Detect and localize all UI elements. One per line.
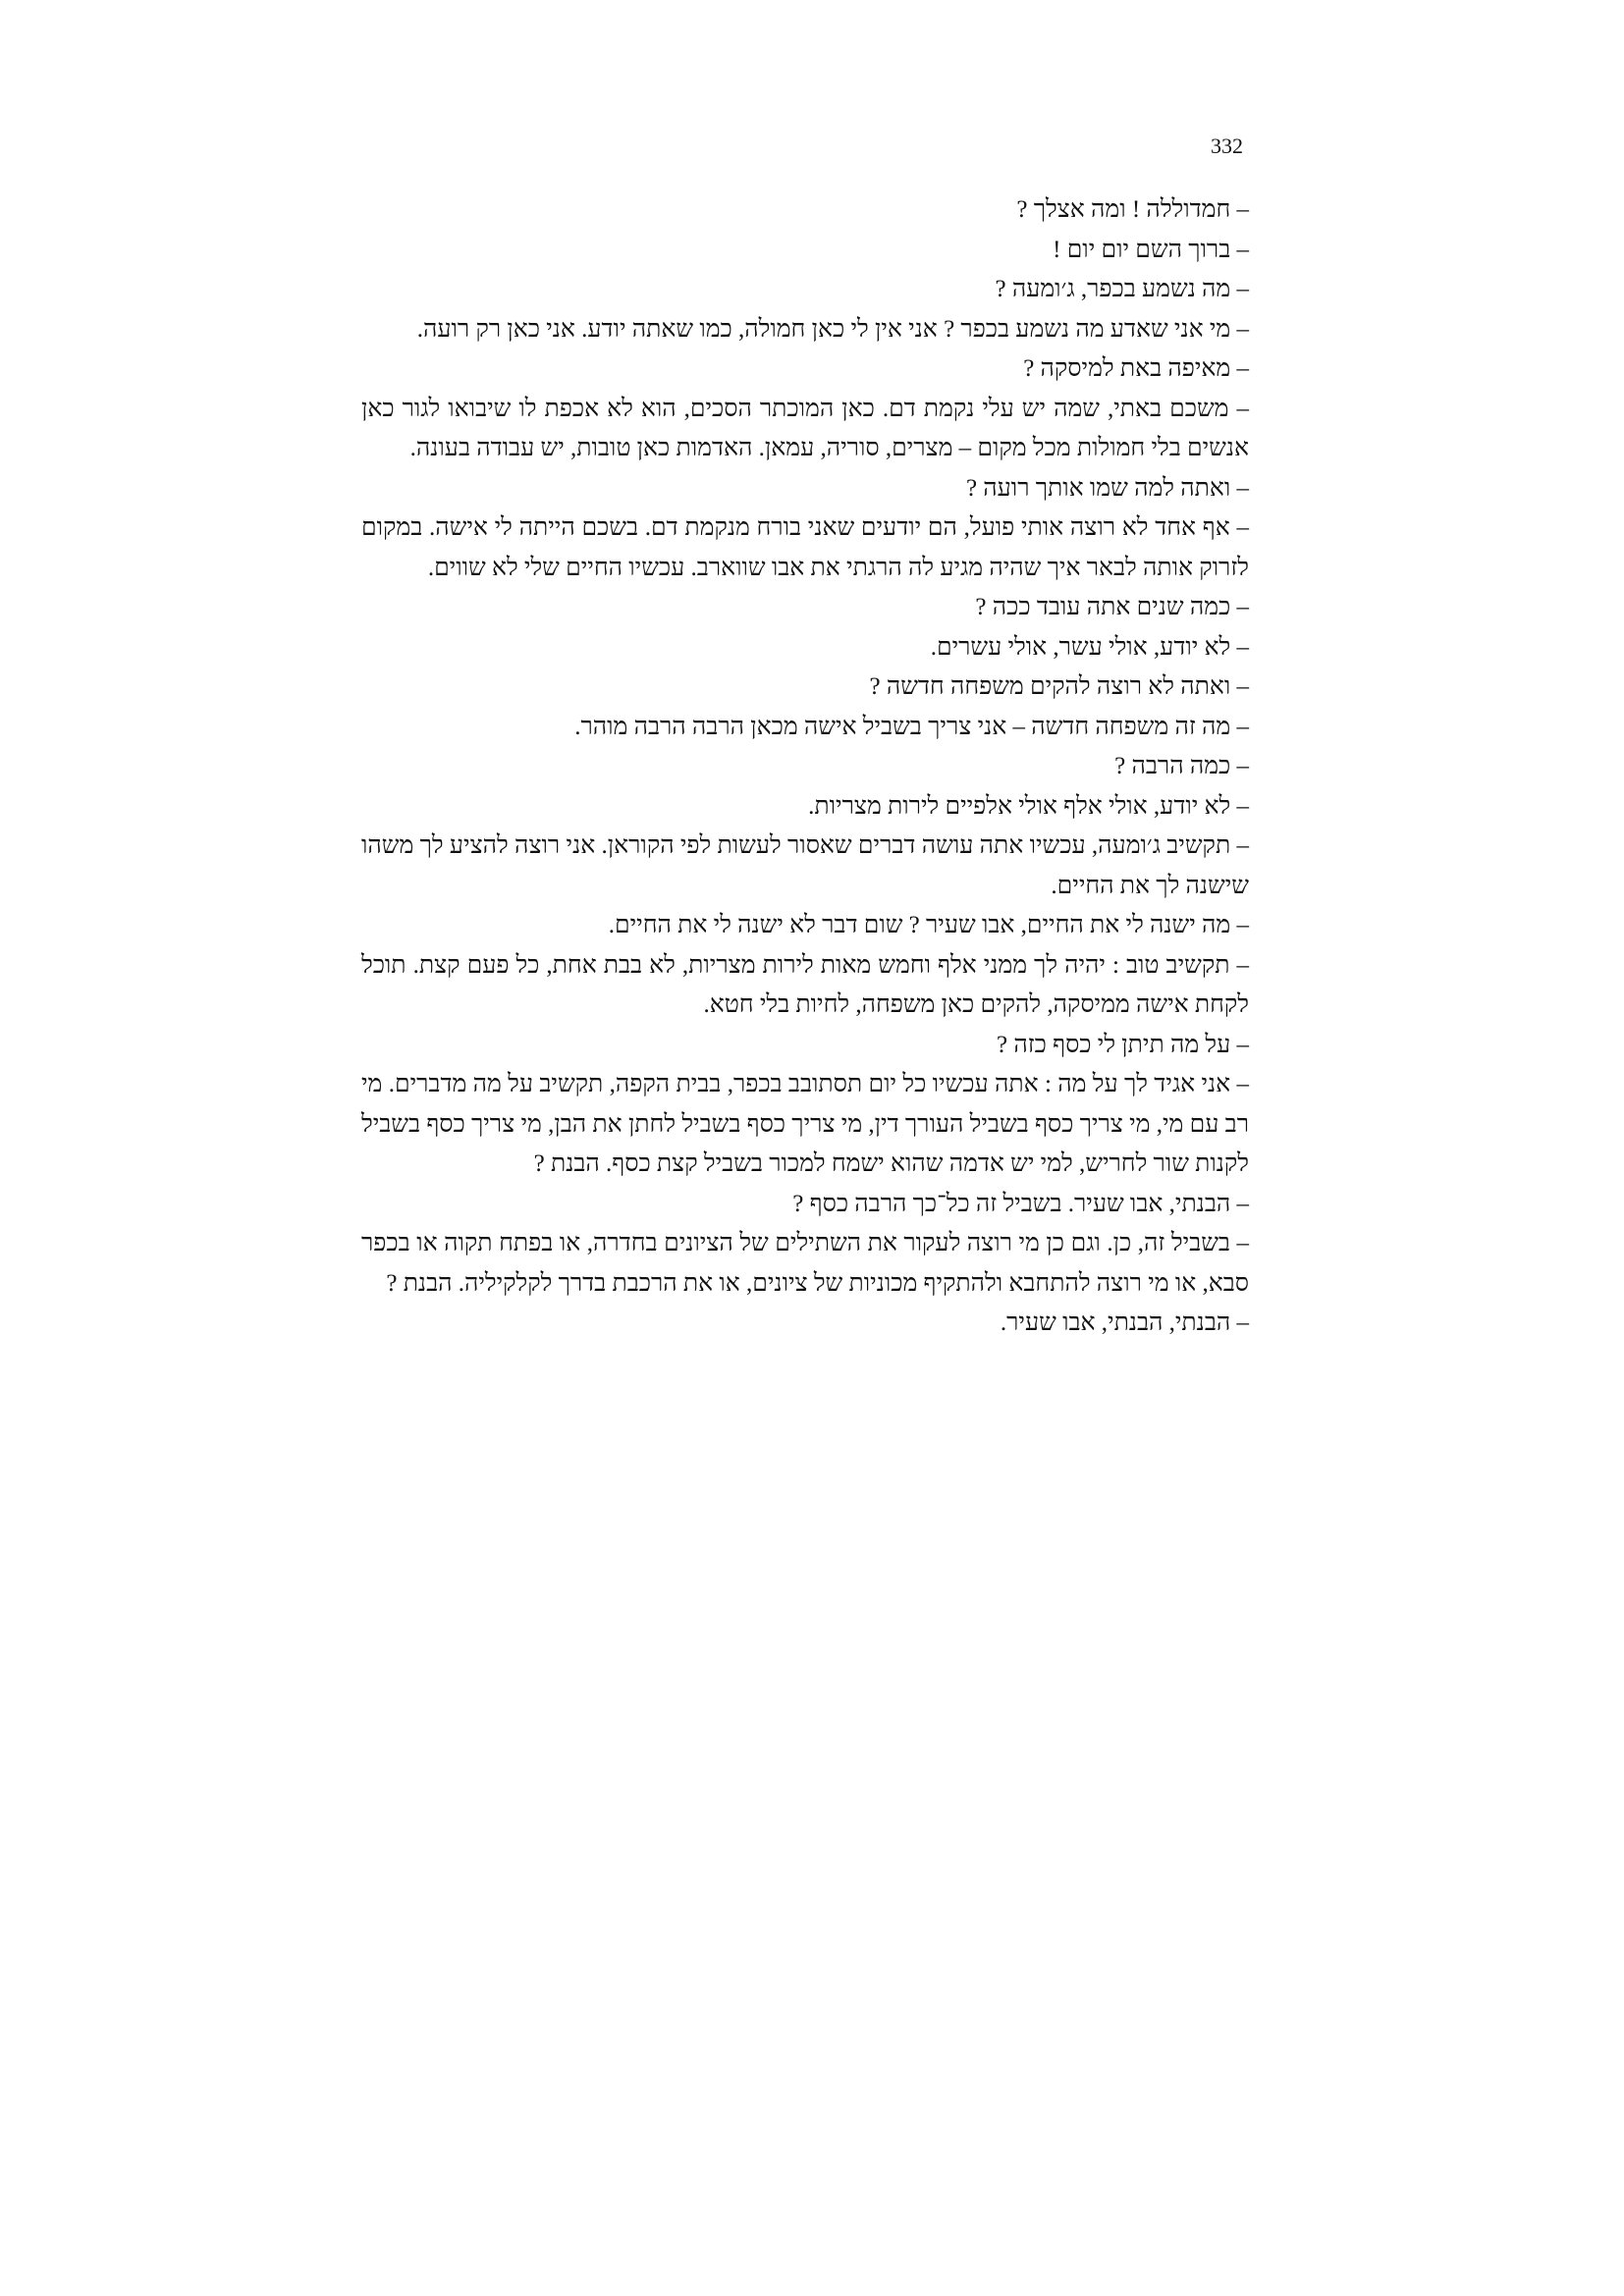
dialogue-line: – מאיפה באת למיסקה ? <box>1023 355 1249 382</box>
dialogue-line: – תקשיב טוב : יהיה לך ממני אלף וחמש מאות לירות מצריות, לא בבת אחת, כל פעם קצת. תוכל לקחת אישה ממיסקה, להקים כאן משפחה, לחיות בלי חטא. <box>361 951 1249 1018</box>
dialogue-line: – ואתה לא רוצה להקים משפחה חדשה ? <box>869 673 1249 700</box>
dialogue-line: – בשביל זה, כן. וגם כן מי רוצה לעקור את השתילים של הציונים בחדרה, או בפתח תקוה או בכפר סבא, או מי רוצה להתחבא ולהתקיף מכוניות של ציונים, או את הרכבת בדרך לקלקיליה. הבנת ? <box>361 1230 1249 1297</box>
dialogue-line: – מי אני שאדע מה נשמע בכפר ? אני אין לי כאן חמולה, כמו שאתה יודע. אני כאן רק רועה. <box>416 315 1249 343</box>
dialogue-line: – לא יודע, אולי עשר, אולי עשרים. <box>930 633 1249 661</box>
page-number: 332 <box>1211 133 1243 158</box>
dialogue-line: – ואתה למה שמו אותך רועה ? <box>965 474 1249 502</box>
dialogue-line: – חמדוללה ! ומה אצלך ? <box>1016 196 1249 223</box>
dialogue-line: – כמה שנים אתה עובד ככה ? <box>975 594 1249 620</box>
dialogue-text-block <box>361 190 1249 1344</box>
dialogue-line: – הבנתי, אבו שעיר. בשביל זה כל־כך הרבה כסף ? <box>792 1190 1249 1217</box>
dialogue-line: – תקשיב ג׳ומעה, עכשיו אתה עושה דברים שאסור לעשות לפי הקוראן. אני רוצה להציע לך משהו שישנה לך את החיים. <box>361 832 1249 899</box>
dialogue-line: – לא יודע, אולי אלף אולי אלפיים לירות מצריות. <box>808 792 1249 820</box>
dialogue-line: – מה זה משפחה חדשה – אני צריך בשביל אישה מכאן הרבה הרבה מוהר. <box>574 713 1249 740</box>
dialogue-line: – על מה תיתן לי כסף כזה ? <box>996 1031 1249 1058</box>
dialogue-line: – אף אחד לא רוצה אותי פועל, הם יודעים שאני בורח מנקמת דם. בשכם הייתה לי אישה. במקום לזרוק אותה לבאר איך שהיה מגיע לה הרגתי את אבו שווארב. עכשיו החיים שלי לא שווים. <box>361 514 1249 581</box>
dialogue-line: – כמה הרבה ? <box>1114 753 1249 779</box>
dialogue-line: – ברוך השם יום יום ! <box>1053 236 1249 263</box>
dialogue-line: – אני אגיד לך על מה : אתה עכשיו כל יום תסתובב בכפר, בבית הקפה, תקשיב על מה מדברים. מי רב עם מי, מי צריך כסף בשביל העורך דין, מי צריך כסף בשביל לחתן את הבן, מי צריך כסף בשביל לקנות שור לחריש, למי יש אדמה שהוא ישמח למכור בשביל קצת כסף. הבנת ? <box>361 1071 1249 1177</box>
dialogue-line: – הבנתי, הבנתי, אבו שעיר. <box>1000 1309 1249 1336</box>
dialogue-line: – מה ישנה לי את החיים, אבו שעיר ? שום דבר לא ישנה לי את החיים. <box>608 912 1249 938</box>
dialogue-line: – משכם באתי, שמה יש עלי נקמת דם. כאן המוכתר הסכים, הוא לא אכפת לו שיבואו לגור כאן אנשים בלי חמולות מכל מקום – מצרים, סוריה, עמאן. האדמות כאן טובות, יש עבודה בעונה. <box>361 395 1249 461</box>
dialogue-line: – מה נשמע בכפר, ג׳ומעה ? <box>995 276 1249 302</box>
